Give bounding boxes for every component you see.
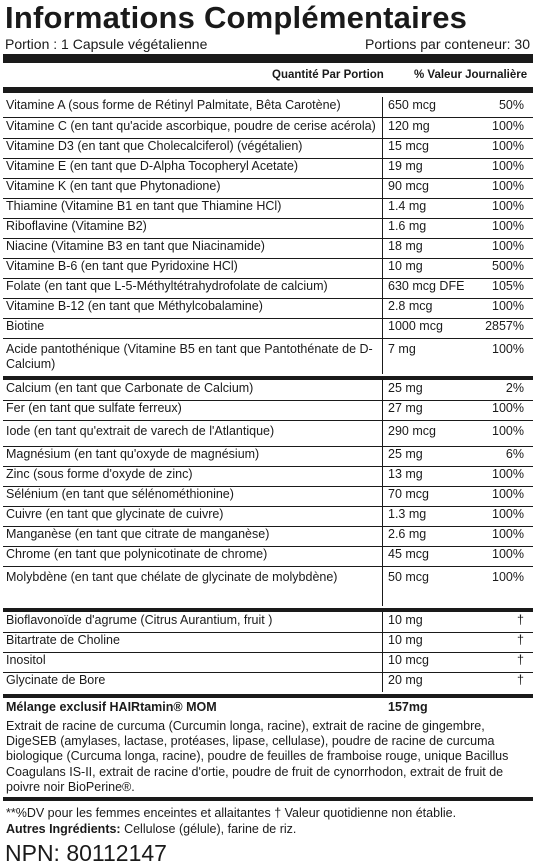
table-row <box>3 178 533 198</box>
column-divider <box>382 118 383 138</box>
table-row <box>3 526 533 546</box>
nutrient-name: Glycinate de Bore <box>6 673 106 687</box>
nutrient-name: Thiamine (Vitamine B1 en tant que Thiamine HCl) <box>6 199 282 213</box>
nutrient-amount: 2.6 mg <box>388 527 427 541</box>
nutrient-amount: 1.4 mg <box>388 199 427 213</box>
nutrient-name: Bioflavonoïde d'agrume (Citrus Aurantium, fruit ) <box>6 613 273 627</box>
column-divider <box>382 380 383 400</box>
nutrient-daily-value: 100% <box>492 159 524 173</box>
nutrient-daily-value: 6% <box>505 447 524 461</box>
npn-number: NPN: 80112147 <box>5 840 167 866</box>
nutrient-name: Cuivre (en tant que glycinate de cuivre) <box>6 507 224 521</box>
nutrient-daily-value: † <box>517 633 524 647</box>
nutrient-daily-value: 100% <box>492 342 524 356</box>
blend-title: Mélange exclusif HAIRtamin® MOM <box>6 700 217 714</box>
nutrient-amount: 1000 mcg <box>388 319 443 333</box>
nutrient-name: Vitamine B-12 (en tant que Méthylcobalamine) <box>6 299 263 313</box>
nutrient-amount: 50 mcg <box>388 570 429 584</box>
nutrient-amount: 650 mcg <box>388 98 436 112</box>
table-row <box>3 138 533 158</box>
table-row <box>3 218 533 238</box>
other-ingredients-text: Cellulose (gélule), farine de riz. <box>120 822 297 836</box>
column-divider <box>382 486 383 506</box>
header-rule <box>3 87 533 93</box>
nutrient-amount: 290 mcg <box>388 424 436 438</box>
nutrient-daily-value: 100% <box>492 527 524 541</box>
nutrient-name: Acide pantothénique (Vitamine B5 en tant que Pantothénate de D-Calcium) <box>6 342 373 371</box>
table-row <box>3 158 533 178</box>
nutrient-name: Bitartrate de Choline <box>6 633 120 647</box>
nutrient-daily-value: 100% <box>492 570 524 584</box>
nutrient-name: Manganèse (en tant que citrate de manganèse) <box>6 527 270 541</box>
nutrient-name: Folate (en tant que L-5-Méthyltétrahydrofolate de calcium) <box>6 279 328 293</box>
panel-title: Informations Complémentaires <box>5 0 468 35</box>
column-divider <box>382 318 383 338</box>
nutrient-name: Vitamine C (en tant qu'acide ascorbique, poudre de cerise acérola) <box>6 119 376 133</box>
nutrient-daily-value: 100% <box>492 179 524 193</box>
nutrient-name: Vitamine E (en tant que D-Alpha Tocopheryl Acetate) <box>6 159 299 173</box>
serving-size: Portion : 1 Capsule végétalienne <box>5 36 208 52</box>
table-row <box>3 446 533 466</box>
other-ingredients <box>6 822 526 836</box>
table-row <box>3 672 533 692</box>
nutrient-daily-value: 100% <box>492 219 524 233</box>
column-divider <box>382 158 383 178</box>
nutrient-daily-value: 2% <box>505 381 524 395</box>
nutrient-amount: 10 mg <box>388 613 423 627</box>
nutrient-daily-value: 100% <box>492 119 524 133</box>
nutrient-daily-value: 100% <box>492 487 524 501</box>
table-row <box>3 278 533 298</box>
table-row <box>3 298 533 318</box>
column-divider <box>382 566 383 606</box>
nutrient-daily-value: † <box>517 613 524 627</box>
nutrient-name: Iode (en tant qu'extrait de varech de l'Atlantique) <box>6 424 275 438</box>
column-divider <box>382 672 383 692</box>
nutrient-name: Riboflavine (Vitamine B2) <box>6 219 147 233</box>
servings-per-container: Portions par conteneur: 30 <box>365 36 530 52</box>
column-divider <box>382 218 383 238</box>
blend-rule <box>3 797 533 801</box>
column-divider <box>382 258 383 278</box>
nutrient-amount: 10 mg <box>388 633 423 647</box>
table-row <box>3 258 533 278</box>
column-divider <box>382 420 383 446</box>
nutrient-daily-value: 100% <box>492 299 524 313</box>
nutrient-amount: 1.3 mg <box>388 507 427 521</box>
column-divider <box>382 97 383 117</box>
nutrient-amount: 45 mcg <box>388 547 429 561</box>
nutrient-name: Sélénium (en tant que sélénométhionine) <box>6 487 234 501</box>
nutrient-amount: 13 mg <box>388 467 423 481</box>
nutrient-name: Chrome (en tant que polynicotinate de chrome) <box>6 547 268 561</box>
table-row <box>3 632 533 652</box>
serving-info <box>5 36 530 52</box>
nutrient-daily-value: † <box>517 673 524 687</box>
nutrient-amount: 10 mcg <box>388 653 429 667</box>
column-divider <box>382 298 383 318</box>
nutrient-name: Molybdène (en tant que chélate de glycinate de molybdène) <box>6 570 338 584</box>
column-divider <box>382 446 383 466</box>
column-divider <box>382 198 383 218</box>
column-divider <box>382 632 383 652</box>
nutrient-name: Niacine (Vitamine B3 en tant que Niacinamide) <box>6 239 265 253</box>
table-row <box>3 198 533 218</box>
table-row <box>3 118 533 138</box>
nutrient-name: Vitamine D3 (en tant que Cholecalciferol) (végétalien) <box>6 139 303 153</box>
table-row <box>3 566 533 606</box>
nutrient-amount: 90 mcg <box>388 179 429 193</box>
nutrient-name: Magnésium (en tant qu'oxyde de magnésium) <box>6 447 260 461</box>
blend-amount: 157mg <box>388 700 428 714</box>
nutrient-daily-value: 100% <box>492 547 524 561</box>
nutrient-daily-value: 100% <box>492 401 524 415</box>
column-divider <box>382 652 383 672</box>
table-row <box>3 238 533 258</box>
nutrient-amount: 25 mg <box>388 447 423 461</box>
column-divider <box>382 526 383 546</box>
column-divider <box>382 506 383 526</box>
column-divider <box>382 338 383 374</box>
nutrient-amount: 10 mg <box>388 259 423 273</box>
column-divider <box>382 278 383 298</box>
nutrient-name: Zinc (sous forme d'oxyde de zinc) <box>6 467 193 481</box>
nutrient-daily-value: 105% <box>492 279 524 293</box>
table-row <box>3 546 533 566</box>
nutrient-daily-value: 100% <box>492 139 524 153</box>
nutrient-amount: 25 mg <box>388 381 423 395</box>
nutrient-name: Fer (en tant que sulfate ferreux) <box>6 401 182 415</box>
table-row <box>3 400 533 420</box>
nutrient-name: Calcium (en tant que Carbonate de Calcium) <box>6 381 254 395</box>
nutrient-amount: 2.8 mcg <box>388 299 433 313</box>
nutrient-daily-value: 2857% <box>485 319 524 333</box>
column-divider <box>382 466 383 486</box>
nutrient-amount: 630 mcg DFE <box>388 279 465 293</box>
nutrient-name: Vitamine A (sous forme de Rétinyl Palmitate, Bêta Carotène) <box>6 98 341 112</box>
column-divider <box>382 238 383 258</box>
column-divider <box>382 546 383 566</box>
column-divider <box>382 400 383 420</box>
column-header-quantity: Quantité Par Portion <box>272 69 384 81</box>
column-header-dv: % Valeur Journalière <box>414 69 528 81</box>
nutrient-amount: 20 mg <box>388 673 423 687</box>
nutrient-amount: 120 mg <box>388 119 430 133</box>
nutrient-daily-value: 500% <box>492 259 524 273</box>
nutrient-daily-value: 100% <box>492 424 524 438</box>
table-row <box>3 612 533 632</box>
nutrient-daily-value: 100% <box>492 199 524 213</box>
table-row <box>3 652 533 672</box>
nutrient-amount: 70 mcg <box>388 487 429 501</box>
table-row <box>3 486 533 506</box>
column-divider <box>382 138 383 158</box>
blend-ingredients: Extrait de racine de curcuma (Curcumin longa, racine), extrait de racine de gingembre, DigeSEB (amylases, lactase, protéases, lipase, cellulase), poudre de racine de curcuma biologique (Curcuma longa, racine), poudre de feuilles de framboise rouge, unique Bacillus Coagulans IS-II, extrait de racine d'ortie, poudre de fruit de cynorrhodon, extrait de fruit de poivre noir BioPerine®. <box>6 719 509 794</box>
nutrient-name: Vitamine B-6 (en tant que Pyridoxine HCl) <box>6 259 238 273</box>
nutrient-amount: 27 mg <box>388 401 423 415</box>
column-divider <box>382 178 383 198</box>
section-rule <box>3 694 533 698</box>
nutrient-name: Vitamine K (en tant que Phytonadione) <box>6 179 221 193</box>
table-row <box>3 420 533 446</box>
table-row <box>3 338 533 374</box>
nutrient-amount: 7 mg <box>388 342 416 356</box>
table-row <box>3 466 533 486</box>
nutrient-name: Inositol <box>6 653 46 667</box>
nutrient-daily-value: † <box>517 653 524 667</box>
nutrient-name: Biotine <box>6 319 45 333</box>
footnote: **%DV pour les femmes enceintes et allaitantes † Valeur quotidienne non établie. <box>6 806 457 820</box>
nutrient-amount: 19 mg <box>388 159 423 173</box>
nutrient-daily-value: 100% <box>492 239 524 253</box>
table-row <box>3 97 533 117</box>
table-row <box>3 318 533 338</box>
nutrient-daily-value: 50% <box>498 98 524 112</box>
nutrient-daily-value: 100% <box>492 507 524 521</box>
nutrient-daily-value: 100% <box>492 467 524 481</box>
column-divider <box>382 612 383 632</box>
nutrient-amount: 15 mcg <box>388 139 429 153</box>
thick-rule <box>3 54 533 63</box>
other-ingredients-label: Autres Ingrédients: <box>6 822 121 836</box>
nutrient-amount: 1.6 mg <box>388 219 427 233</box>
table-row <box>3 380 533 400</box>
nutrient-amount: 18 mg <box>388 239 423 253</box>
table-row <box>3 506 533 526</box>
